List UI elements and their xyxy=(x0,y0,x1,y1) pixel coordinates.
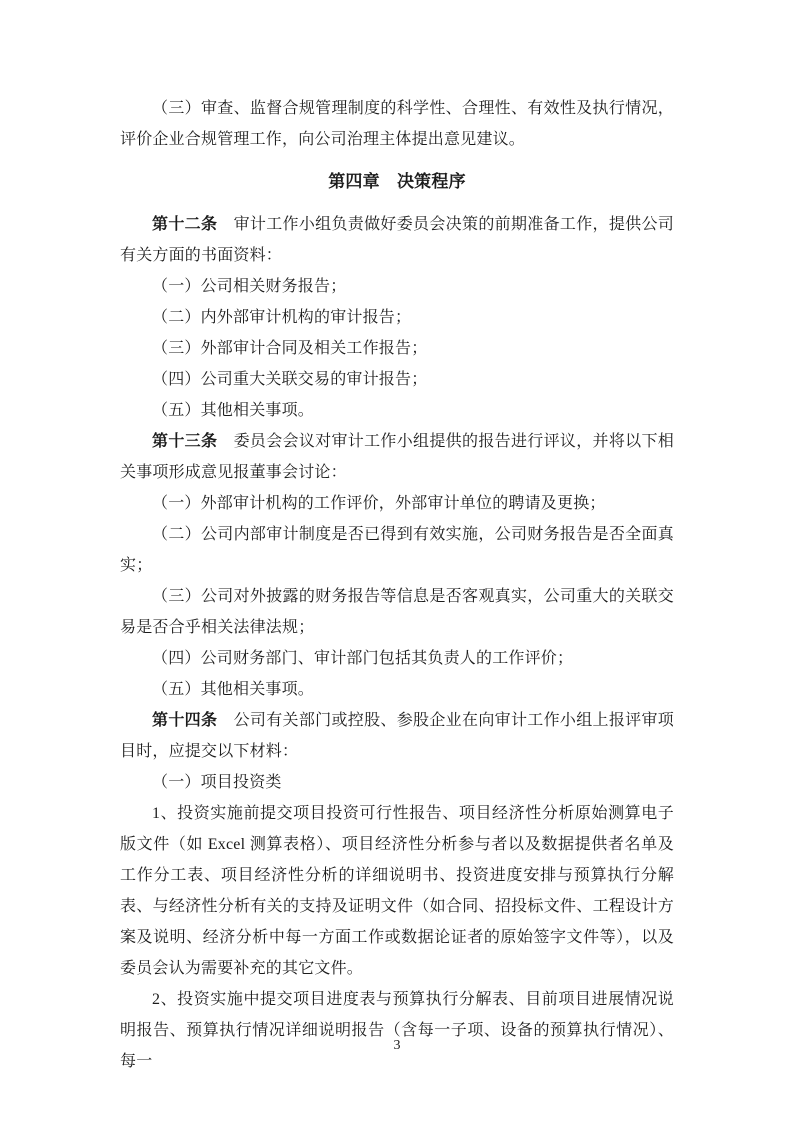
article-paragraph xyxy=(120,705,674,767)
body-paragraph: （四）公司重大关联交易的审计报告； xyxy=(152,371,428,388)
article-text: 委员会会议对审计工作小组提供的报告进行评议，并将以下相关事项形成意见报董事会讨论： xyxy=(120,433,674,481)
document-body xyxy=(120,93,674,1077)
article-number-label: 第十四条 xyxy=(152,712,218,729)
article-paragraph xyxy=(120,426,674,488)
body-paragraph: （一）外部审计机构的工作评价，外部审计单位的聘请及更换； xyxy=(152,495,606,512)
chapter-heading: 第四章 决策程序 xyxy=(328,172,466,191)
article-text: 公司有关部门或控股、参股企业在向审计工作小组上报评审项目时，应提交以下材料： xyxy=(120,712,674,760)
body-paragraph: （一）项目投资类 xyxy=(152,774,282,791)
article-paragraph xyxy=(120,209,674,271)
body-paragraph: （一）公司相关财务报告； xyxy=(152,278,347,295)
body-paragraph: （二）内外部审计机构的审计报告； xyxy=(152,309,412,326)
page-number: 3 xyxy=(393,1038,401,1053)
article-text: 审计工作小组负责做好委员会决策的前期准备工作，提供公司有关方面的书面资料： xyxy=(120,216,674,264)
body-paragraph: （二）公司内部审计制度是否已得到有效实施，公司财务报告是否全面真实； xyxy=(120,526,674,574)
body-paragraph: （三）公司对外披露的财务报告等信息是否客观真实，公司重大的关联交易是否合乎相关法律法规； xyxy=(120,588,674,636)
body-paragraph: （四）公司财务部门、审计部门包括其负责人的工作评价； xyxy=(152,650,574,667)
body-paragraph: （三）审查、监督合规管理制度的科学性、合理性、有效性及执行情况，评价企业合规管理工作，向公司治理主体提出意见建议。 xyxy=(120,100,674,148)
body-paragraph: 2、投资实施中提交项目进度表与预算执行分解表、目前项目进展情况说明报告、预算执行情况详细说明报告（含每一子项、设备的预算执行情况）、每一 xyxy=(120,991,674,1070)
body-paragraph: 1、投资实施前提交项目投资可行性报告、项目经济性分析原始测算电子版文件（如 Excel 测算表格）、项目经济性分析参与者以及数据提供者名单及工作分工表、项目经济性分析的详细说明书、投资进度安排与预算执行分解表、与经济性分析有关的支持及证明文件（如合同、招投标文件、工程设计方案及说明、经济分析中每一方面工作或数据论证者的原始签字文件等），以及委员会认为需要补充的其它文件。 xyxy=(120,805,674,977)
body-paragraph: （三）外部审计合同及相关工作报告； xyxy=(152,340,428,357)
body-paragraph: （五）其他相关事项。 xyxy=(152,402,315,419)
article-number-label: 第十三条 xyxy=(152,433,218,450)
body-paragraph: （五）其他相关事项。 xyxy=(152,681,315,698)
article-number-label: 第十二条 xyxy=(152,216,218,233)
